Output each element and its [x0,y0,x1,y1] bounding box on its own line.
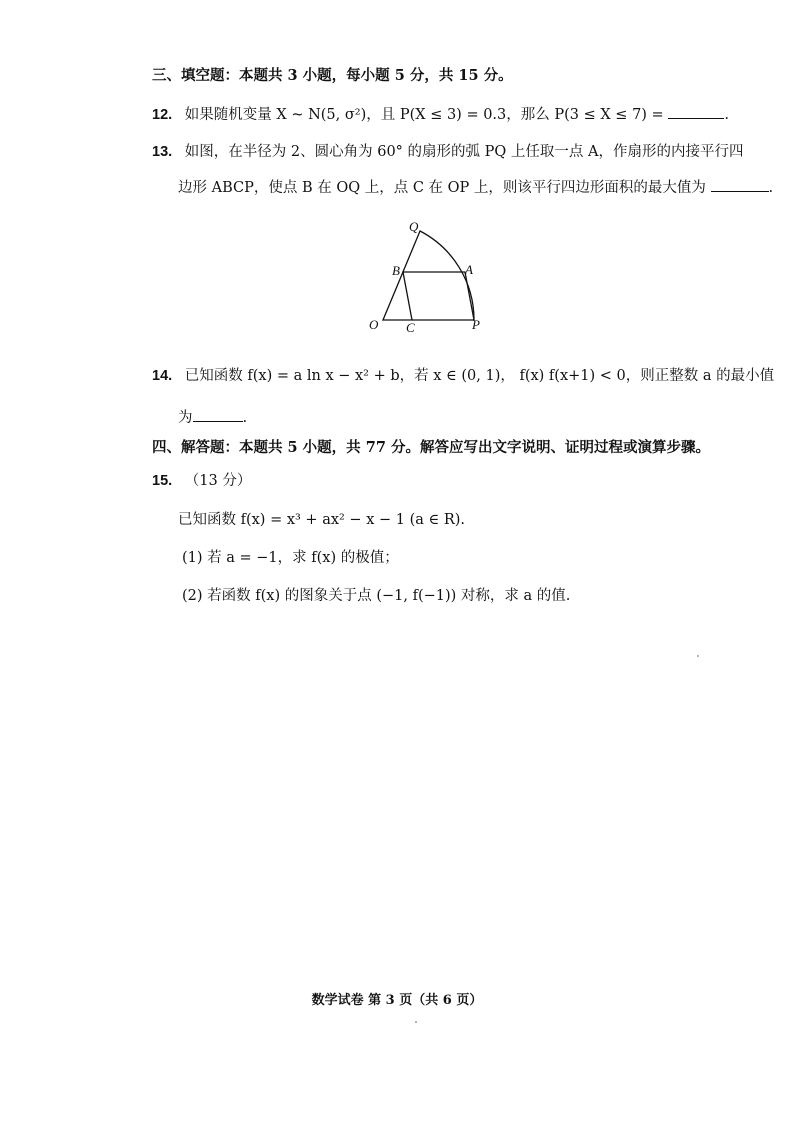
q15-score: （13 分） [184,473,252,489]
question-14-line1 [152,366,774,386]
parallelogram-ABCP [403,272,474,320]
scan-speck [415,1021,417,1023]
q12-tail: . [724,107,729,123]
q15-stem: 已知函数 f(x) = x³ + ax² − x − 1 (a ∈ R). [178,512,466,528]
q13-line1: 如图，在半径为 2、圆心角为 60° 的扇形的弧 PQ 上任取一点 A，作扇形的内接平行四 [184,144,744,160]
label-O: O [369,317,379,332]
label-C: C [406,320,415,335]
q12-text: 如果随机变量 X ~ N(5, σ²)，且 P(X ≤ 3) = 0.3，那么 P(3 ≤ X ≤ 7) = [184,107,664,123]
label-A: A [465,262,473,277]
question-14-line2 [178,407,247,428]
q14-line2: 为 [178,410,193,426]
q15-part1: (1) 若 a = −1，求 f(x) 的极值； [182,550,399,566]
q15-part2: (2) 若函数 f(x) 的图象关于点 (−1, f(−1)) 对称，求 a 的值. [182,588,571,604]
q14-number: 14. [152,368,173,384]
q14-answer-blank[interactable] [193,407,243,422]
q14-line1: 已知函数 f(x) = a ln x − x² + b，若 x ∈ (0, 1)， f(x) f(x+1) < 0，则正整数 a 的最小值 [184,368,775,384]
label-Q: Q [409,219,419,234]
question-15-header [152,471,251,491]
scan-speck [697,655,699,657]
q12-number: 12. [152,107,173,123]
q13-number: 13. [152,144,173,160]
q15-number: 15. [152,473,173,489]
q13-tail: . [768,180,774,196]
q14-tail: . [242,410,248,426]
page-footer: 数学试卷 第 3 页（共 6 页） [311,993,483,1008]
label-B: B [392,263,400,278]
section3-heading: 三、填空题：本题共 3 小题，每小题 5 分，共 15 分。 [152,67,513,84]
q13-line2: 边形 ABCP，使点 B 在 OQ 上，点 C 在 OP 上，则该平行四边形面积的最大值为 [178,180,706,196]
label-P: P [472,317,480,332]
section4-heading: 四、解答题：本题共 5 小题，共 77 分。解答应写出文字说明、证明过程或演算步骤。 [152,439,710,456]
